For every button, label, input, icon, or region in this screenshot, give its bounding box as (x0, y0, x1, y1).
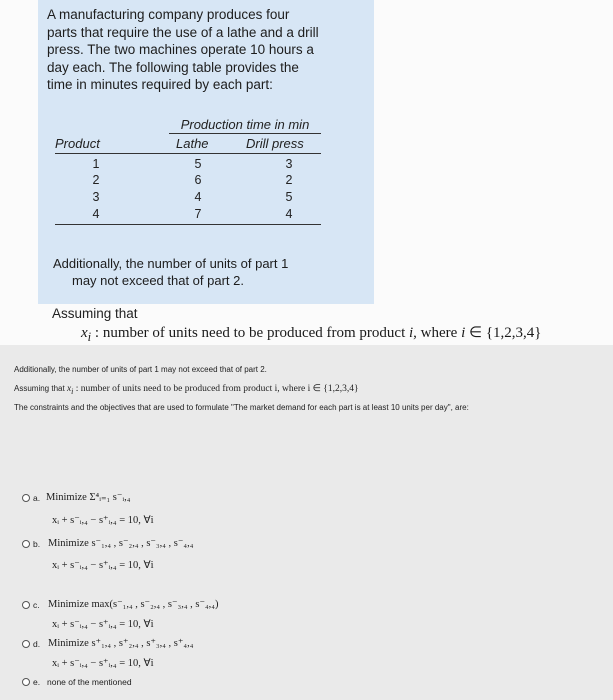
option-c-radio[interactable] (22, 601, 30, 609)
problem-statement (47, 6, 367, 94)
problem-line: day each. The following table provides the (47, 59, 299, 75)
var-x: x (81, 325, 88, 341)
option-e-letter: e. (33, 677, 41, 687)
col-header-drill-press: Drill press (246, 136, 304, 151)
question-line-1: Additionally, the number of units of part 1 may not exceed that of part 2. (14, 365, 267, 374)
var-set: ∈ {1,2,3,4} (465, 325, 542, 341)
option-d-objective: Minimize s⁺₁,₄ , s⁺₂,₄ , s⁺₃,₄ , s⁺₄,₄ (48, 638, 194, 649)
option-d-radio[interactable] (22, 640, 30, 648)
var-text: : number of units need to be produced from product (91, 325, 409, 341)
col-header-product: Product (55, 136, 100, 151)
option-b-letter: b. (33, 539, 41, 549)
problem-line: parts that require the use of a lathe and a drill (47, 24, 319, 40)
option-e-text: none of the mentioned (47, 677, 132, 687)
variable-definition: $x_i$ : number of units need to be produced from product i, where i ∈ {1,2,3,4} (81, 325, 542, 344)
option-b-radio[interactable] (22, 540, 30, 548)
additional-constraint-line: Additionally, the number of units of part 1 (53, 256, 289, 271)
option-a-letter: a. (33, 493, 41, 503)
col-header-lathe: Lathe (176, 136, 209, 151)
problem-line: time in minutes required by each part: (47, 77, 273, 92)
quiz-screenshot (0, 345, 613, 700)
option-c-constraint: xᵢ + s⁻ᵢ,₄ − s⁺ᵢ,₄ = 10, ∀i (52, 619, 154, 630)
table-cell: 3 (285, 157, 293, 171)
option-b-objective: Minimize s⁻₁,₄ , s⁻₂,₄ , s⁻₃,₄ , s⁻₄,₄ (48, 538, 194, 549)
additional-constraint-line: may not exceed that of part 2. (72, 273, 244, 288)
var-sub: i (87, 330, 92, 344)
option-a-constraint: xᵢ + s⁻ᵢ,₄ − s⁺ᵢ,₄ = 10, ∀i (52, 515, 154, 526)
assuming-label: Assuming that (52, 306, 138, 321)
option-b-constraint: xᵢ + s⁻ᵢ,₄ − s⁺ᵢ,₄ = 10, ∀i (52, 560, 154, 571)
table-cell: 7 (194, 207, 202, 221)
table-rule (55, 153, 321, 154)
table-cell: 5 (194, 157, 202, 171)
table-cell: 5 (285, 190, 293, 204)
table-cell: 4 (194, 190, 202, 204)
question-line-3: The constraints and the objectives that are used to formulate "The market demand for each part is at least 10 units per day", are: (14, 403, 469, 412)
question-line-2: Assuming that $x_i$ : number of units need to be produced from product i, where i ∈ {1,2,3,4} (14, 384, 359, 396)
table-rule (169, 133, 321, 134)
option-d-letter: d. (33, 639, 41, 649)
table-cell: 1 (92, 157, 100, 171)
var-where: , where (413, 325, 458, 341)
table-cell: 2 (285, 173, 293, 187)
option-e-radio[interactable] (22, 678, 30, 686)
option-d-constraint: xᵢ + s⁻ᵢ,₄ − s⁺ᵢ,₄ = 10, ∀i (52, 658, 154, 669)
table-cell: 4 (92, 207, 100, 221)
option-c-objective: Minimize max(s⁻₁,₄ , s⁻₂,₄ , s⁻₃,₄ , s⁻₄,₄) (48, 599, 219, 610)
table-rule (55, 224, 321, 225)
option-a-radio[interactable] (22, 494, 30, 502)
table-cell: 4 (285, 207, 293, 221)
textbook-photo (0, 0, 613, 345)
table-group-header: Production time in min (180, 117, 310, 132)
problem-line: A manufacturing company produces four (47, 7, 290, 22)
problem-line: press. The two machines operate 10 hours a (47, 42, 314, 57)
var-text-i: i (409, 325, 414, 341)
table-cell: 2 (92, 173, 100, 187)
table-cell: 3 (92, 190, 100, 204)
option-c-letter: c. (33, 600, 40, 610)
table-cell: 6 (194, 173, 202, 187)
option-a-objective: Minimize Σ⁴ᵢ₌₁ s⁻ᵢ,₄ (46, 492, 131, 503)
